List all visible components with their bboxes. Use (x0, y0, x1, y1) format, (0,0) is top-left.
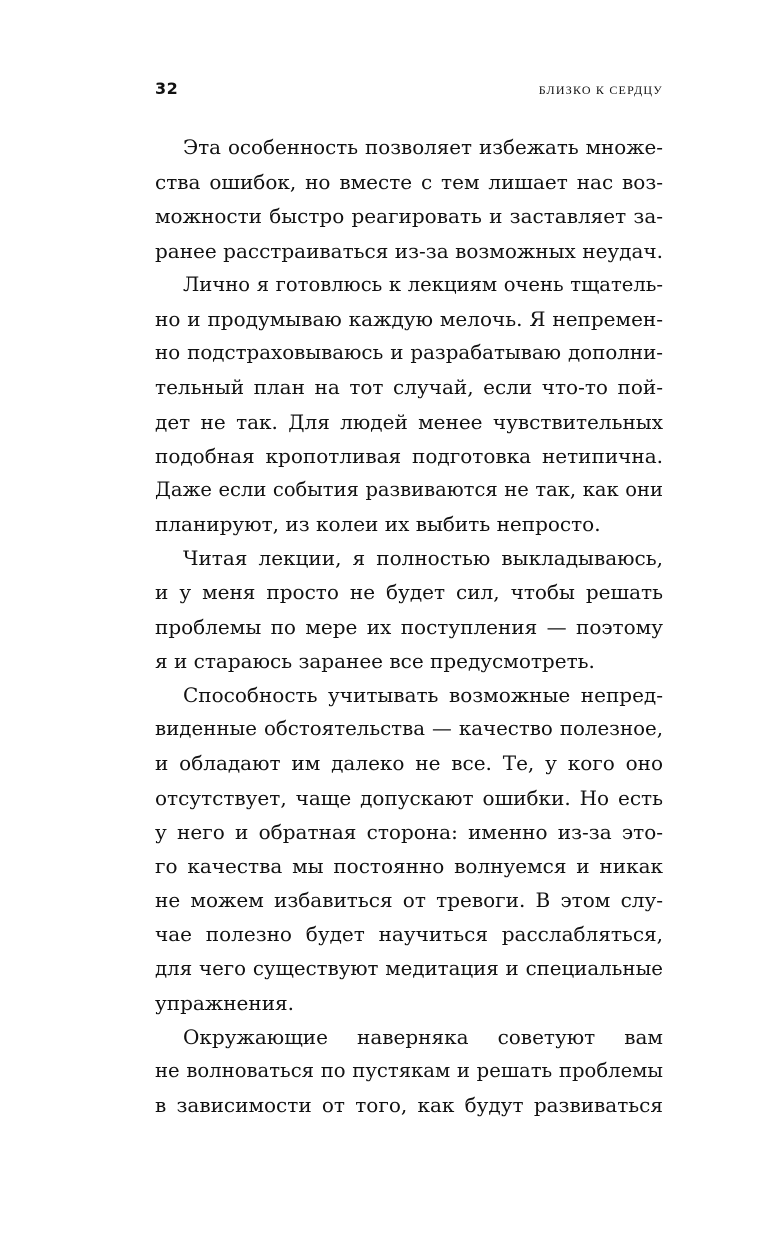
body-text (155, 131, 663, 1122)
paragraph-2 (155, 268, 663, 542)
text-line: не можем избавиться от тревоги. В этом слу- (155, 888, 663, 913)
text-line: подобная кропотливая подготовка нетипична. (155, 443, 663, 468)
text-line: го качества мы постоянно волнуемся и никак (155, 853, 663, 878)
text-line: можности быстро реагировать и заставляет за- (155, 204, 663, 229)
text-line: планируют, из колеи их выбить непросто. (155, 512, 601, 537)
text-line: и обладают им далеко не все. Те, у кого оно (155, 751, 663, 776)
text-line: у него и обратная сторона: именно из-за это- (155, 819, 663, 844)
running-title: БЛИЗКО К СЕРДЦУ (538, 83, 663, 97)
text-line: упражнения. (155, 990, 295, 1015)
text-line: и у меня просто не будет сил, чтобы решать (155, 580, 663, 605)
text-line: дет не так. Для людей менее чувствительных (155, 409, 663, 434)
text-line: проблемы по мере их поступления — поэтому (155, 614, 663, 639)
text-line: Лично я готовлюсь к лекциям очень тщатель- (183, 272, 663, 296)
text-line: но подстраховываюсь и разрабатываю дополни- (155, 341, 663, 365)
text-line: Эта особенность позволяет избежать множе- (183, 136, 663, 159)
text-line: для чего существуют медитация и специальные (155, 956, 663, 980)
text-line: виденные обстоятельства — качество полезное, (155, 717, 663, 741)
paragraph-5 (155, 1020, 663, 1123)
text-line: не волноваться по пустякам и решать проблемы (155, 1059, 663, 1083)
text-line: но и продумываю каждую мелочь. Я непремен- (155, 306, 663, 331)
text-line: ранее расстраиваться из-за возможных неудач. (155, 238, 663, 263)
text-line: чае полезно будет научиться расслабляться, (155, 922, 663, 947)
paragraph-1 (155, 131, 663, 268)
paragraph-3 (155, 541, 663, 678)
page-number: 32 (155, 79, 179, 98)
text-line: в зависимости от того, как будут развиваться (155, 1093, 663, 1118)
text-line: тельный план на тот случай, если что-то пой- (155, 375, 663, 400)
text-line: отсутствует, чаще допускают ошибки. Но есть (155, 785, 663, 810)
text-line: Даже если события развиваются не так, как они (155, 477, 663, 501)
text-line: ства ошибок, но вместе с тем лишает нас воз- (155, 170, 663, 195)
text-line: Окружающие наверняка советуют вам (183, 1024, 663, 1049)
text-line: Способность учитывать возможные непред- (183, 683, 663, 707)
text-line: я и стараюсь заранее все предусмотреть. (155, 648, 595, 673)
text-line: Читая лекции, я полностью выкладываюсь, (183, 546, 663, 571)
paragraph-4 (155, 678, 663, 1020)
